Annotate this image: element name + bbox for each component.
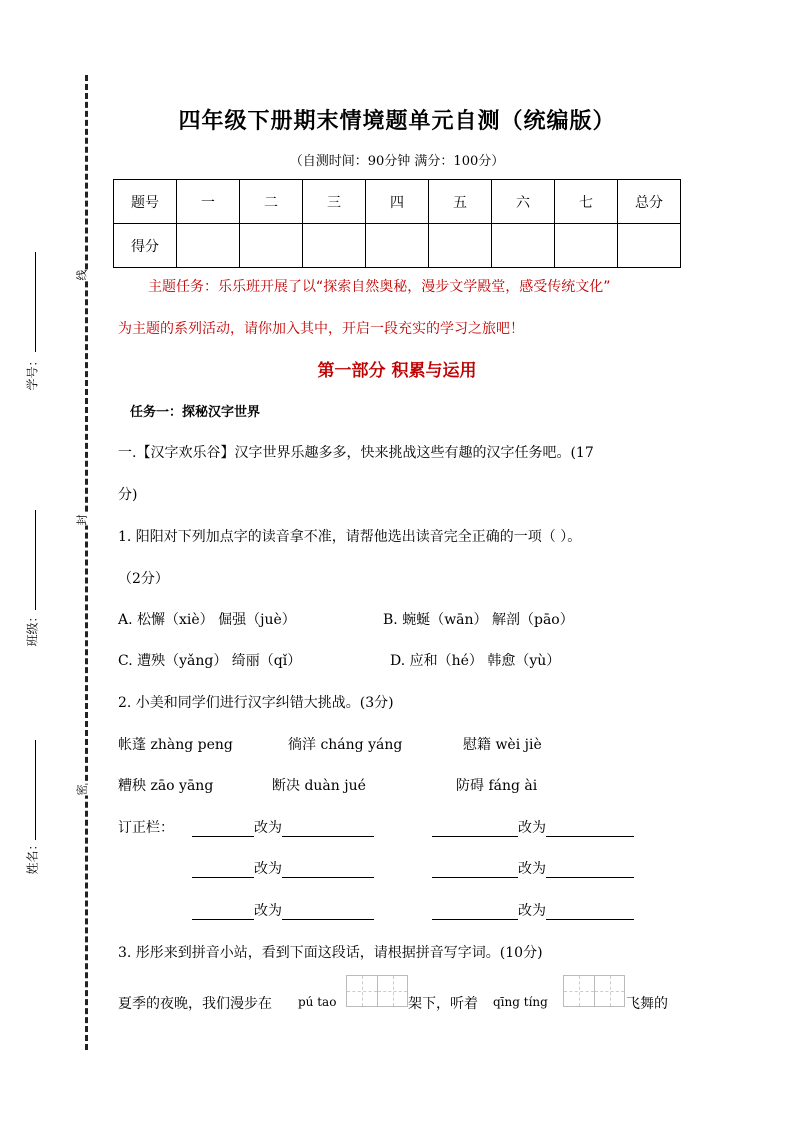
score-cell: 三: [303, 180, 366, 224]
para-part-1: 夏季的夜晚，我们漫步在: [118, 996, 272, 1012]
name-blank[interactable]: [35, 740, 36, 840]
answer-blank[interactable]: [432, 861, 518, 878]
score-input-cell[interactable]: [618, 224, 681, 268]
score-cell: 四: [366, 180, 429, 224]
answer-blank[interactable]: [192, 861, 254, 878]
pinyin-2: qīng tíng: [493, 995, 548, 1009]
score-table: [113, 179, 681, 268]
score-input-cell[interactable]: [240, 224, 303, 268]
answer-blank[interactable]: [546, 903, 634, 920]
word-item: 断决 duàn jué: [272, 778, 366, 794]
correction-row: [192, 817, 374, 837]
answer-blank[interactable]: [192, 820, 254, 837]
writing-grid-1[interactable]: [346, 975, 408, 1007]
score-row-label: 得分: [114, 224, 177, 268]
q1-1-line-2: （2分）: [118, 571, 169, 587]
word-item: 防碍 fáng ài: [456, 778, 538, 794]
correction-row: [192, 858, 374, 878]
word-item: 糟秧 zāo yāng: [118, 778, 214, 794]
change-to-text: 改为: [518, 820, 546, 836]
score-cell: 六: [492, 180, 555, 224]
answer-blank[interactable]: [282, 861, 374, 878]
correction-row: [192, 900, 374, 920]
theme-text-1: 乐乐班开展了以“探索自然奥秘，漫步文学殿堂，感受传统文化”: [218, 279, 611, 295]
score-input-cell[interactable]: [177, 224, 240, 268]
q1-2-text: 2. 小美和同学们进行汉字纠错大挑战。(3分): [118, 695, 394, 711]
page-title: 四年级下册期末情境题单元自测（统编版）: [178, 109, 616, 134]
grid-cell[interactable]: [564, 976, 594, 1006]
grid-cell[interactable]: [594, 976, 624, 1006]
score-cell: 总分: [618, 180, 681, 224]
binding-dashed-line: [85, 75, 88, 1050]
theme-line-2: 为主题的系列活动，请你加入其中，开启一段充实的学习之旅吧！: [118, 321, 524, 337]
score-input-cell[interactable]: [555, 224, 618, 268]
correction-row: [432, 858, 634, 878]
answer-blank[interactable]: [432, 820, 518, 837]
student-id-label: 学号：: [25, 354, 40, 391]
q1-1-line-1: 1. 阳阳对下列加点字的读音拿不准，请帮他选出读音完全正确的一项（ ）。: [118, 529, 582, 545]
score-cell: 七: [555, 180, 618, 224]
class-blank[interactable]: [35, 510, 36, 610]
answer-blank[interactable]: [546, 820, 634, 837]
part1-title: 第一部分 积累与运用: [317, 361, 477, 381]
score-table-header-row: [114, 180, 681, 224]
change-to-text: 改为: [254, 861, 282, 877]
option-a[interactable]: A. 松懈（xiè） 倔强（juè）: [118, 612, 296, 628]
q1-line-2: 分): [118, 487, 138, 503]
option-d[interactable]: D. 应和（hé） 韩愈（yù）: [390, 653, 561, 669]
para-part-3: 飞舞的: [626, 996, 668, 1012]
change-to-text: 改为: [254, 820, 282, 836]
word-item: 慰籍 wèi jiè: [463, 737, 542, 753]
pinyin-1: pú tao: [298, 995, 337, 1009]
exam-info: （自测时间：90分钟 满分：100分）: [289, 154, 505, 169]
answer-blank[interactable]: [432, 903, 518, 920]
theme-line-1: [118, 276, 688, 296]
change-to-text: 改为: [518, 903, 546, 919]
cut-mark-line: 线: [72, 270, 92, 281]
option-c[interactable]: C. 遭殃（yǎng） 绮丽（qǐ）: [118, 653, 302, 669]
answer-blank[interactable]: [282, 820, 374, 837]
name-label: 姓名：: [25, 838, 40, 875]
word-item: 徜洋 cháng yáng: [288, 737, 403, 753]
correction-label: 订正栏：: [118, 820, 174, 836]
score-input-cell[interactable]: [366, 224, 429, 268]
theme-prefix: 主题任务：: [148, 279, 218, 295]
class-label: 班级：: [25, 610, 40, 647]
score-cell: 题号: [114, 180, 177, 224]
score-cell: 二: [240, 180, 303, 224]
cut-mark-seal: 封: [72, 515, 92, 526]
student-id-blank[interactable]: [35, 252, 36, 352]
answer-blank[interactable]: [282, 903, 374, 920]
word-item: 帐蓬 zhàng peng: [118, 737, 233, 753]
option-b[interactable]: B. 蜿蜒（wān） 解剖（pāo）: [383, 612, 574, 628]
q1-3-text: 3. 彤彤来到拼音小站，看到下面这段话，请根据拼音写字词。(10分): [118, 945, 543, 961]
score-table-score-row: [114, 224, 681, 268]
score-cell: 五: [429, 180, 492, 224]
grid-cell[interactable]: [347, 976, 377, 1006]
score-cell: 一: [177, 180, 240, 224]
correction-row: [432, 900, 634, 920]
change-to-text: 改为: [254, 903, 282, 919]
score-input-cell[interactable]: [303, 224, 366, 268]
change-to-text: 改为: [518, 861, 546, 877]
writing-grid-2[interactable]: [563, 975, 625, 1007]
answer-blank[interactable]: [546, 861, 634, 878]
q1-line-1: 一.【汉字欢乐谷】汉字世界乐趣多多，快来挑战这些有趣的汉字任务吧。(17: [118, 445, 594, 461]
answer-blank[interactable]: [192, 903, 254, 920]
score-input-cell[interactable]: [429, 224, 492, 268]
task1-title: 任务一：探秘汉字世界: [130, 405, 261, 420]
para-part-2: 架下，听着: [408, 996, 478, 1012]
grid-cell[interactable]: [377, 976, 407, 1006]
score-input-cell[interactable]: [492, 224, 555, 268]
correction-row: [432, 817, 634, 837]
cut-mark-secret: 密: [72, 785, 92, 796]
